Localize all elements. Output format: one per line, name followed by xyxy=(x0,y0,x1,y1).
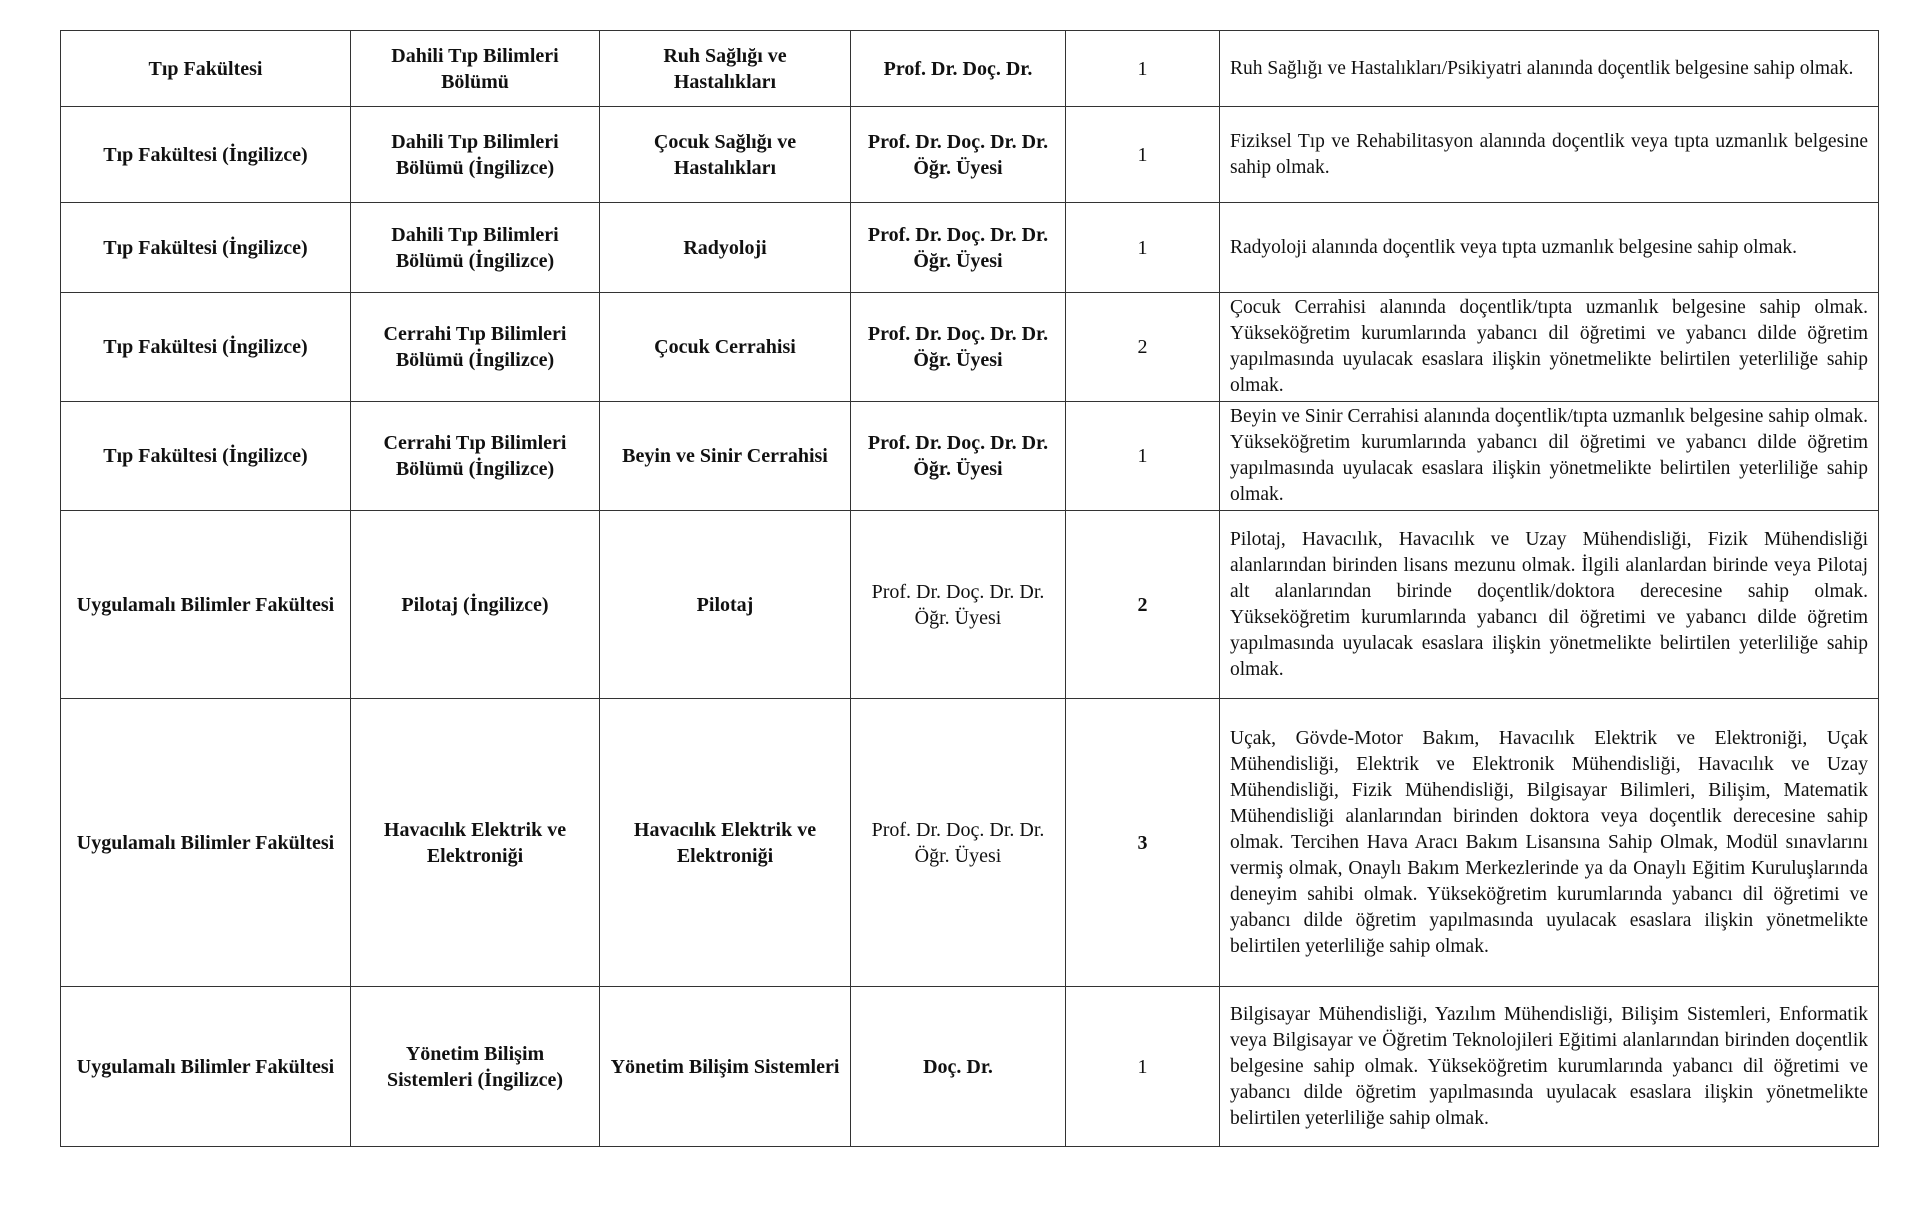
program-cell: Çocuk Cerrahisi xyxy=(600,293,851,402)
program-cell: Beyin ve Sinir Cerrahisi xyxy=(600,402,851,511)
department-cell: Havacılık Elektrik ve Elektroniği xyxy=(351,699,600,987)
position-count-cell: 3 xyxy=(1066,699,1220,987)
position-count-cell: 1 xyxy=(1066,31,1220,107)
academic-title-cell: Prof. Dr. Doç. Dr. Dr. Öğr. Üyesi xyxy=(851,107,1066,203)
requirement-cell: Ruh Sağlığı ve Hastalıkları/Psikiyatri alanında doçentlik belgesine sahip olmak. xyxy=(1220,31,1879,107)
faculty-cell: Tıp Fakültesi (İngilizce) xyxy=(61,203,351,293)
position-count-cell: 2 xyxy=(1066,511,1220,699)
department-cell: Cerrahi Tıp Bilimleri Bölümü (İngilizce) xyxy=(351,402,600,511)
faculty-cell: Tıp Fakültesi (İngilizce) xyxy=(61,293,351,402)
position-count-cell: 1 xyxy=(1066,107,1220,203)
academic-title-cell: Prof. Dr. Doç. Dr. Dr. Öğr. Üyesi xyxy=(851,293,1066,402)
academic-title-cell: Prof. Dr. Doç. Dr. xyxy=(851,31,1066,107)
table-row xyxy=(61,511,1879,699)
table-row xyxy=(61,31,1879,107)
requirement-cell: Beyin ve Sinir Cerrahisi alanında doçentlik/tıpta uzmanlık belgesine sahip olmak. Yükseköğretim kurumlarında yabancı dil öğretimi ve yabancı dilde öğretim yapılmasında uyulacak esaslara ilişkin yönetmelikte belirtilen yeterliliğe sahip olmak. xyxy=(1220,402,1879,511)
department-cell: Dahili Tıp Bilimleri Bölümü xyxy=(351,31,600,107)
position-count-cell: 1 xyxy=(1066,987,1220,1147)
requirement-cell: Çocuk Cerrahisi alanında doçentlik/tıpta uzmanlık belgesine sahip olmak. Yükseköğretim kurumlarında yabancı dil öğretimi ve yabancı dilde öğretim yapılmasında uyulacak esaslara ilişkin yönetmelikte belirtilen yeterliliğe sahip olmak. xyxy=(1220,293,1879,402)
department-cell: Dahili Tıp Bilimleri Bölümü (İngilizce) xyxy=(351,203,600,293)
program-cell: Pilotaj xyxy=(600,511,851,699)
program-cell: Ruh Sağlığı ve Hastalıkları xyxy=(600,31,851,107)
department-cell: Dahili Tıp Bilimleri Bölümü (İngilizce) xyxy=(351,107,600,203)
table-row xyxy=(61,987,1879,1147)
position-count-cell: 1 xyxy=(1066,402,1220,511)
table-row xyxy=(61,107,1879,203)
faculty-cell: Tıp Fakültesi (İngilizce) xyxy=(61,107,351,203)
faculty-cell: Tıp Fakültesi xyxy=(61,31,351,107)
faculty-cell: Uygulamalı Bilimler Fakültesi xyxy=(61,699,351,987)
academic-title-cell: Doç. Dr. xyxy=(851,987,1066,1147)
academic-title-cell: Prof. Dr. Doç. Dr. Dr. Öğr. Üyesi xyxy=(851,699,1066,987)
program-cell: Yönetim Bilişim Sistemleri xyxy=(600,987,851,1147)
table-row xyxy=(61,203,1879,293)
positions-table xyxy=(60,30,1879,1147)
table-row xyxy=(61,699,1879,987)
faculty-cell: Uygulamalı Bilimler Fakültesi xyxy=(61,511,351,699)
academic-title-cell: Prof. Dr. Doç. Dr. Dr. Öğr. Üyesi xyxy=(851,402,1066,511)
table-row xyxy=(61,402,1879,511)
requirement-cell: Radyoloji alanında doçentlik veya tıpta uzmanlık belgesine sahip olmak. xyxy=(1220,203,1879,293)
position-count-cell: 1 xyxy=(1066,203,1220,293)
faculty-cell: Uygulamalı Bilimler Fakültesi xyxy=(61,987,351,1147)
department-cell: Cerrahi Tıp Bilimleri Bölümü (İngilizce) xyxy=(351,293,600,402)
faculty-cell: Tıp Fakültesi (İngilizce) xyxy=(61,402,351,511)
academic-title-cell: Prof. Dr. Doç. Dr. Dr. Öğr. Üyesi xyxy=(851,511,1066,699)
position-count-cell: 2 xyxy=(1066,293,1220,402)
requirement-cell: Bilgisayar Mühendisliği, Yazılım Mühendisliği, Bilişim Sistemleri, Enformatik veya Bilgisayar ve Öğretim Teknolojileri Eğitimi alanlarından birinden doçentlik belgesine sahip olmak. Yükseköğretim kurumlarında yabancı dil öğretimi ve yabancı dilde öğretim yapılmasında uyulacak esaslara ilişkin yönetmelikte belirtilen yeterliliğe sahip olmak. xyxy=(1220,987,1879,1147)
program-cell: Havacılık Elektrik ve Elektroniği xyxy=(600,699,851,987)
requirement-cell: Pilotaj, Havacılık, Havacılık ve Uzay Mühendisliği, Fizik Mühendisliği alanlarından birinden lisans mezunu olmak. İlgili alanlardan birinde veya Pilotaj alt alanlarından birinde doçentlik/doktora derecesine sahip olmak. Yükseköğretim kurumlarında yabancı dil öğretimi ve yabancı dilde öğretim yapılmasında uyulacak esaslara ilişkin yönetmelikte belirtilen yeterliliğe sahip olmak. xyxy=(1220,511,1879,699)
requirement-cell: Fiziksel Tıp ve Rehabilitasyon alanında doçentlik veya tıpta uzmanlık belgesine sahip olmak. xyxy=(1220,107,1879,203)
requirement-cell: Uçak, Gövde-Motor Bakım, Havacılık Elektrik ve Elektroniği, Uçak Mühendisliği, Elektrik ve Elektronik Mühendisliği, Havacılık ve Uzay Mühendisliği, Fizik Mühendisliği, Bilgisayar Bilimleri, Bilişim, Matematik Mühendisliği alanlarından birinden doktora veya doçentlik derecesine sahip olmak. Tercihen Hava Aracı Bakım Lisansına Sahip Olmak, Modül sınavlarını vermiş olmak, Onaylı Bakım Merkezlerinde ya da Onaylı Eğitim Kuruluşlarında deneyim sahibi olmak. Yükseköğretim kurumlarında yabancı dil öğretimi ve yabancı dilde öğretim yapılmasında uyulacak esaslara ilişkin yönetmelikte belirtilen yeterliliğe sahip olmak. xyxy=(1220,699,1879,987)
table-row xyxy=(61,293,1879,402)
academic-title-cell: Prof. Dr. Doç. Dr. Dr. Öğr. Üyesi xyxy=(851,203,1066,293)
program-cell: Radyoloji xyxy=(600,203,851,293)
department-cell: Yönetim Bilişim Sistemleri (İngilizce) xyxy=(351,987,600,1147)
department-cell: Pilotaj (İngilizce) xyxy=(351,511,600,699)
program-cell: Çocuk Sağlığı ve Hastalıkları xyxy=(600,107,851,203)
